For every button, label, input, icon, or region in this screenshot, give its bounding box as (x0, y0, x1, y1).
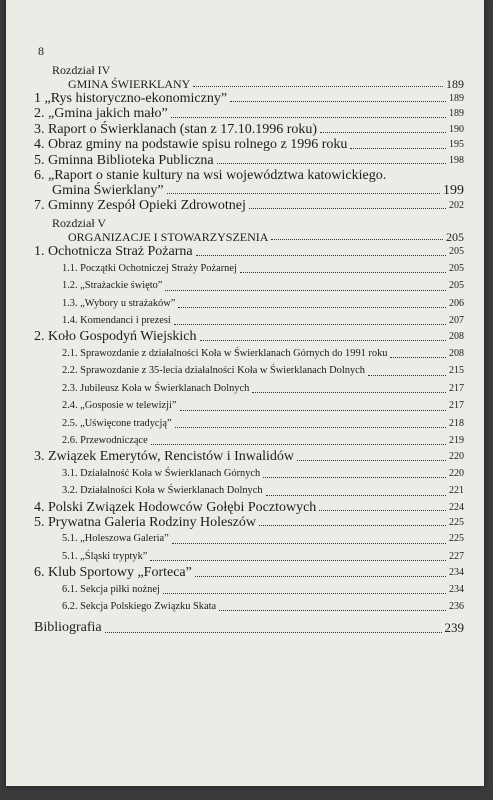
dot-leader (230, 101, 446, 102)
entry-title: 1 „Rys historyczno-ekonomiczny” (34, 91, 228, 106)
dot-leader (178, 307, 446, 308)
entry-title: 1. Ochotnicza Straż Pożarna (34, 244, 193, 260)
entry-title: 2. Koło Gospodyń Wiejskich (34, 329, 197, 345)
entry-page: 225 (449, 516, 464, 528)
dot-leader (240, 272, 446, 273)
dot-leader (266, 495, 446, 496)
entry-page: 199 (443, 183, 464, 199)
dot-leader (196, 255, 446, 256)
toc-subentry (34, 345, 464, 362)
toc-subentry (34, 380, 464, 397)
entry-title: 3. Raport o Świerklanach (stan z 17.10.1996 roku) (34, 121, 318, 137)
dot-leader (151, 444, 446, 445)
toc-subentry (34, 581, 464, 598)
entry-title: 6. Klub Sportowy „Forteca” (34, 565, 192, 581)
entry-title: 1.2. „Strażackie święto” (62, 280, 163, 292)
entry-page: 189 (446, 77, 464, 91)
chapter-label: Rozdział V (52, 216, 107, 231)
dot-leader (319, 510, 446, 511)
dot-leader (195, 576, 446, 577)
entry-page: 217 (449, 400, 464, 412)
toc-subentry (34, 415, 464, 432)
toc-entry (34, 329, 464, 344)
bibliography-entry (34, 619, 464, 637)
entry-page: 206 (449, 297, 464, 309)
entry-page: 205 (449, 262, 464, 274)
entry-title: 2.1. Sprawozdanie z działalności Koła w Świerklanach Górnych do 1991 roku (62, 347, 388, 359)
entry-title: Gmina Świerklany” (52, 183, 164, 199)
toc-entry (34, 198, 464, 213)
entry-title: 5. Prywatna Galeria Rodziny Holeszów (34, 514, 256, 530)
entry-page: 207 (449, 315, 464, 327)
dot-leader (368, 375, 446, 376)
entry-page: 234 (449, 567, 464, 579)
toc-subentry (34, 277, 464, 294)
dot-leader (320, 132, 446, 133)
dot-leader (175, 427, 446, 428)
entry-title: 2. „Gmina jakich mało” (34, 106, 168, 122)
dot-leader (165, 290, 446, 291)
entry-title: 1.3. „Wybory u strażaków” (62, 297, 176, 309)
entry-page: 205 (449, 246, 464, 258)
toc-entry (34, 91, 464, 106)
toc-subentry (34, 482, 464, 499)
dot-leader (171, 117, 446, 118)
toc-entry (34, 122, 464, 137)
entry-title: 2.3. Jubileusz Koła w Świerklanach Dolnych (62, 382, 250, 394)
entry-page: 218 (449, 417, 464, 429)
entry-page: 189 (449, 93, 464, 104)
entry-title: 5.1. „Holeszowa Galeria” (62, 533, 169, 545)
toc-subentry (34, 295, 464, 312)
entry-title: 2.5. „Uświęcone tradycją” (62, 417, 172, 429)
toc-subentry (34, 312, 464, 329)
dot-leader (172, 543, 446, 544)
toc-subentry (34, 530, 464, 547)
toc-subentry (34, 397, 464, 414)
entry-title: 6.2. Sekcja Polskiego Związku Skata (62, 600, 217, 612)
entry-title: 5.1. „Śląski tryptyk” (62, 550, 148, 562)
entry-page: 189 (449, 108, 464, 120)
entry-title: 4. Obraz gminy na podstawie spisu rolnego z 1996 roku (34, 137, 348, 153)
entry-page: 190 (449, 123, 464, 135)
toc-entry (34, 500, 464, 515)
dot-leader (263, 477, 446, 478)
entry-page: 215 (449, 365, 464, 377)
toc-subentry (34, 548, 464, 565)
toc-entry-continued (34, 183, 464, 198)
entry-title: 2.2. Sprawozdanie z 35-lecia działalności Koła w Świerklanach Dolnych (62, 365, 365, 377)
toc-entry (34, 449, 464, 464)
toc-entry (34, 244, 464, 259)
entry-title: GMINA ŚWIERKLANY (68, 77, 191, 91)
entry-title: 1.4. Komendanci i prezesi (62, 315, 171, 327)
entry-title: 3. Związek Emerytów, Rencistów i Inwalidów (34, 449, 294, 465)
entry-page: 195 (449, 139, 464, 151)
toc-entry (34, 515, 464, 530)
entry-page: 219 (449, 434, 464, 446)
toc-entry (34, 106, 464, 121)
toc-subentry (34, 598, 464, 615)
entry-title: Bibliografia (34, 620, 102, 636)
entry-title: 6.1. Sekcja piłki nożnej (62, 583, 160, 595)
toc-subentry (34, 432, 464, 449)
dot-leader (271, 239, 443, 240)
entry-page: 208 (449, 331, 464, 343)
entry-page: 217 (449, 382, 464, 394)
dot-leader (297, 460, 446, 461)
toc-subentry (34, 362, 464, 379)
book-page (6, 0, 484, 786)
dot-leader (200, 340, 446, 341)
page-number: 8 (38, 44, 44, 58)
entry-page: 234 (449, 583, 464, 595)
dot-leader (193, 86, 443, 87)
entry-title: 4. Polski Związek Hodowców Gołębi Pocztowych (34, 499, 317, 515)
dot-leader (252, 392, 446, 393)
dot-leader (350, 148, 446, 149)
entry-title: 3.1. Działalność Koła w Świerklanach Górnych (62, 467, 261, 479)
entry-page: 221 (449, 485, 464, 497)
entry-page: 208 (449, 347, 464, 359)
table-of-contents (34, 64, 464, 637)
entry-title: 1.1. Początki Ochotniczej Straży Pożarnej (62, 262, 237, 274)
dot-leader (180, 410, 446, 411)
dot-leader (150, 560, 446, 561)
entry-page: 239 (444, 620, 464, 636)
entry-page: 220 (449, 467, 464, 479)
entry-page: 236 (449, 600, 464, 612)
entry-page: 225 (449, 533, 464, 545)
entry-title: ORGANIZACJE I STOWARZYSZENIA (68, 230, 269, 245)
dot-leader (105, 632, 442, 633)
dot-leader (219, 610, 446, 611)
dot-leader (390, 357, 446, 358)
dot-leader (174, 324, 446, 325)
entry-title: 2.4. „Gosposie w telewizji” (62, 400, 177, 412)
dot-leader (167, 193, 440, 194)
entry-page: 220 (449, 451, 464, 463)
chapter-title (34, 230, 464, 244)
chapter-label: Rozdział IV (52, 63, 111, 77)
toc-entry (34, 137, 464, 152)
toc-subentry (34, 260, 464, 277)
entry-page: 224 (449, 501, 464, 513)
entry-page: 198 (449, 154, 464, 166)
entry-title: 5. Gminna Biblioteka Publiczna (34, 152, 214, 168)
dot-leader (163, 593, 446, 594)
dot-leader (249, 208, 446, 209)
toc-subentry (34, 465, 464, 482)
entry-page: 205 (449, 280, 464, 292)
entry-page: 202 (449, 200, 464, 212)
entry-page: 227 (449, 550, 464, 562)
chapter-title (34, 77, 464, 91)
toc-entry (34, 565, 464, 580)
entry-page: 205 (446, 230, 464, 245)
toc-entry (34, 153, 464, 168)
dot-leader (217, 163, 446, 164)
entry-title: 3.2. Działalności Koła w Świerklanach Dolnych (62, 485, 263, 497)
entry-title: 7. Gminny Zespół Opieki Zdrowotnej (34, 198, 246, 214)
entry-title: 2.6. Przewodniczące (62, 434, 148, 446)
toc-entry: 6. „Raport o stanie kultury na wsi województwa katowickiego. (34, 168, 387, 184)
dot-leader (259, 525, 446, 526)
